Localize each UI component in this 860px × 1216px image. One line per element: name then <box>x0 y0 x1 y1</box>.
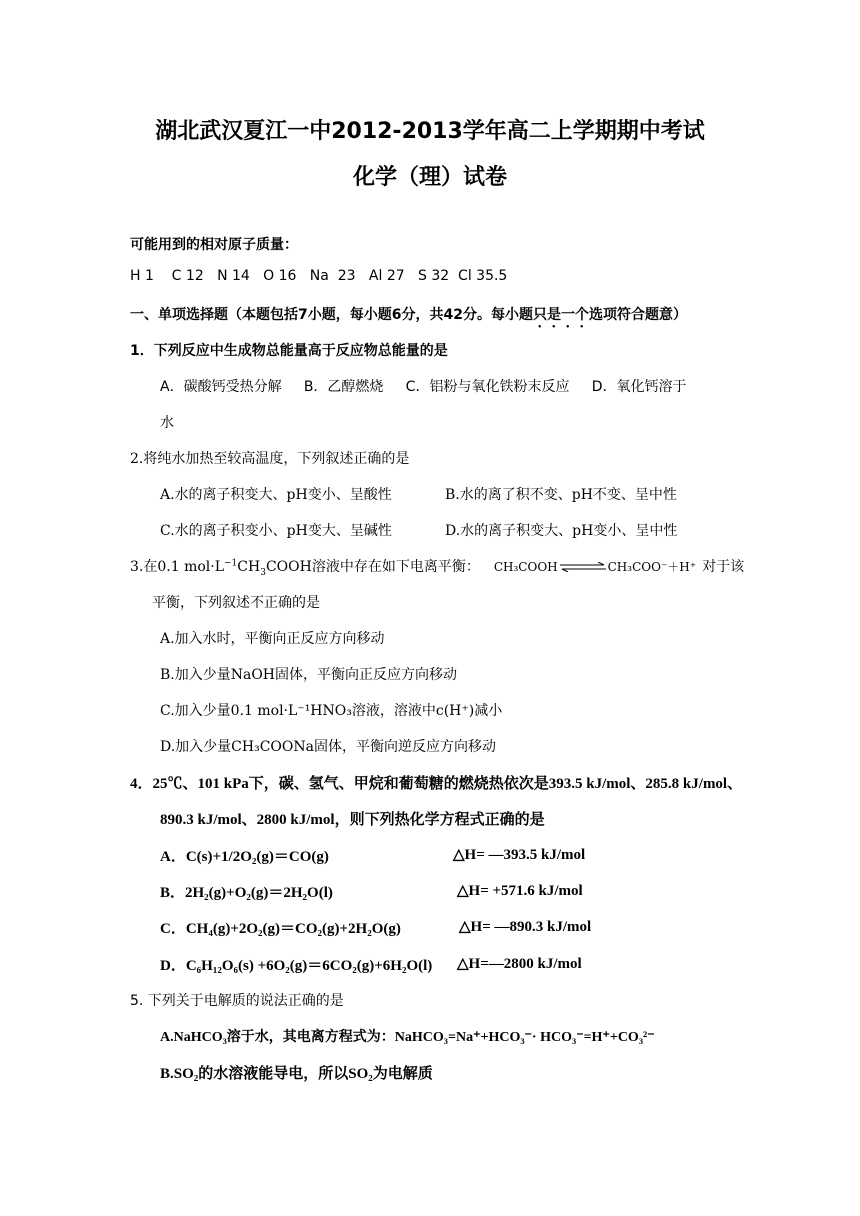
question-4-option-b: B．2H₂(g)+O₂(g)＝2H₂O(l) <box>160 885 333 901</box>
equation-right: CH₃COO⁻＋H⁺ <box>607 560 697 574</box>
question-3-stem-part-c: COOH溶液中存在如下电离平衡： <box>265 559 480 575</box>
question-3-stem-part-b: CH <box>237 559 261 575</box>
equation-left: CH₃COOH <box>493 560 558 574</box>
section-1-prefix: 一、单项选择题（本题包括7小题，每小题6分，共42分。每小题 <box>130 307 533 323</box>
question-4-option-d-enthalpy: △H=—2800 kJ/mol <box>457 956 582 972</box>
section-1-heading <box>130 304 687 331</box>
exam-subtitle: 化学（理）试卷 <box>352 165 507 190</box>
question-5-stem: 5. 下列关于电解质的说法正确的是 <box>130 993 344 1009</box>
question-3-option-c: C.加入少量0.1 mol·L⁻¹HNO₃溶液，溶液中c(H⁺)减小 <box>160 703 503 719</box>
question-4-option-b-enthalpy: △H= +571.6 kJ/mol <box>457 883 583 899</box>
equilibrium-arrow-icon <box>560 562 606 572</box>
question-1-stem: 1．下列反应中生成物总能量高于反应物总能量的是 <box>130 343 448 359</box>
question-2-option-d: D.水的离子积变大、pH变小、呈中性 <box>445 523 678 539</box>
question-4-option-a: A．C(s)+1/2O₂(g)＝CO(g) <box>160 849 329 865</box>
question-1-options: A．碳酸钙受热分解 B．乙醇燃烧 C．铝粉与氧化铁粉末反应 D．氧化钙溶于 <box>160 379 687 395</box>
question-3-stem-wrap: 平衡，下列叙述不正确的是 <box>152 595 320 611</box>
question-2-option-b: B.水的离了积不变、pH不变、呈中性 <box>445 487 677 503</box>
question-4-stem: 4．25℃、101 kPa下，碳、氢气、甲烷和葡萄糖的燃烧热依次是393.5 kJ/mol、285.8 kJ/mol、 <box>130 776 743 792</box>
question-3-option-d: D.加入少量CH₃COONa固体，平衡向逆反应方向移动 <box>160 739 496 755</box>
question-2-stem: 2.将纯水加热至较高温度，下列叙述正确的是 <box>130 451 410 467</box>
atomic-mass-heading: 可能用到的相对原子质量： <box>130 237 298 253</box>
atomic-mass-list: H 1 C 12 N 14 O 16 Na 23 Al 27 S 32 Cl 35.5 <box>130 268 508 284</box>
section-1-emphasis: 只是一个 <box>532 307 589 323</box>
question-3-stem-part-a: 3.在0.1 mol·L <box>130 559 225 575</box>
exam-title: 湖北武汉夏江一中2012-2013学年高二上学期期中考试 <box>155 119 705 144</box>
section-1-suffix: 选项符合题意） <box>588 307 687 323</box>
question-2-option-a: A.水的离子积变大、pH变小、呈酸性 <box>160 487 392 503</box>
question-3-option-a: A.加入水时，平衡向正反应方向移动 <box>160 631 385 647</box>
question-4-option-c: C．CH₄(g)+2O₂(g)＝CO₂(g)+2H₂O(g) <box>160 921 401 937</box>
question-3-option-b: B.加入少量NaOH固体，平衡向正反应方向移动 <box>160 667 458 683</box>
question-3-stem: 3.在0.1 $mol\cdot L^{-1}CH_3COOH$溶液中存在如下电离平衡： CH₃COOH CH₃COO⁻＋H⁺ 对于该 <box>130 558 745 578</box>
question-2-option-c: C.水的离子积变小、pH变大、呈碱性 <box>160 523 392 539</box>
question-1-options-wrap: 水 <box>160 415 174 431</box>
question-4-option-d: D．C₆H₁₂O₆(s) +6O₂(g)＝6CO₂(g)+6H₂O(l) <box>160 958 433 974</box>
question-4-stem-wrap: 890.3 kJ/mol、2800 kJ/mol，则下列热化学方程式正确的是 <box>160 812 545 828</box>
question-5-option-a: A.NaHCO₃溶于水，其电离方程式为：NaHCO₃=Na⁺+HCO₃⁻· HCO₃⁻=H⁺+CO₃²⁻ <box>160 1030 655 1045</box>
question-3-stem-part-d: 对于该 <box>702 559 745 575</box>
question-4-option-c-enthalpy: △H= —890.3 kJ/mol <box>459 919 592 935</box>
question-5-option-b: B.SO₂的水溶液能导电，所以SO₂为电解质 <box>160 1066 433 1082</box>
question-4-option-a-enthalpy: △H= —393.5 kJ/mol <box>453 847 586 863</box>
